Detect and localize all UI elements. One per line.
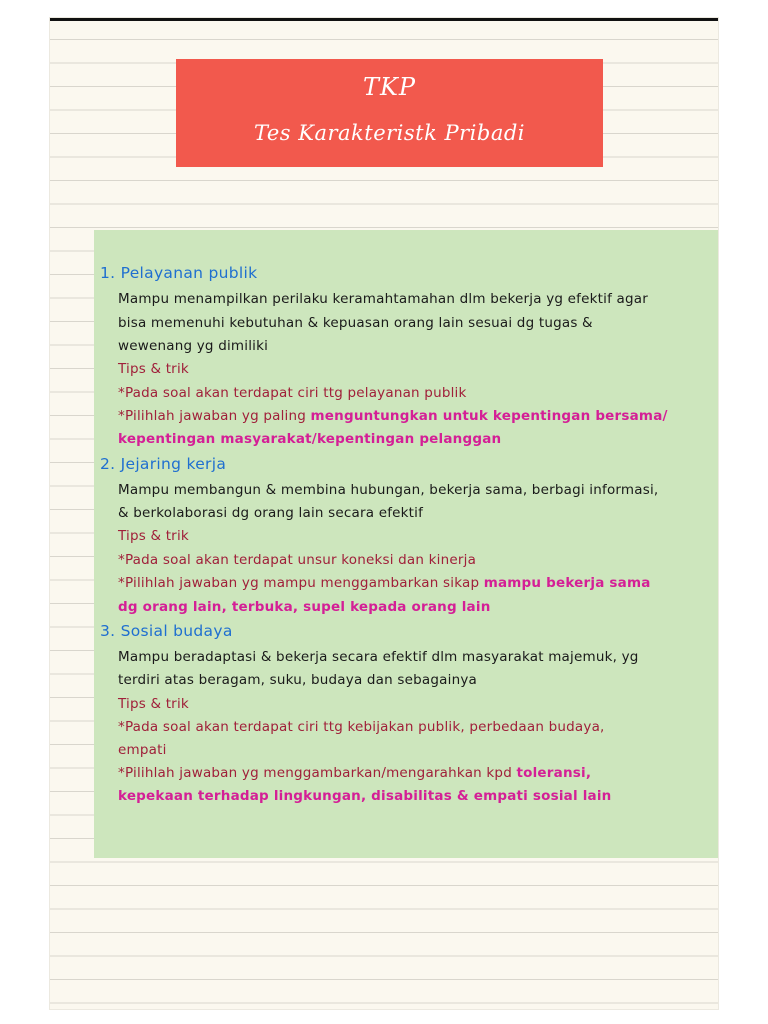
title-subtitle: Tes Karakteristk Pribadi [254,121,525,145]
title-main: TKP [362,73,417,101]
section-desc-line: Mampu menampilkan perilaku keramahtamahan dlm bekerja yg efektif agar [118,291,648,307]
section-heading-pelayanan-publik: 1. Pelayanan publik [100,264,258,282]
tips-label: Tips & trik [118,528,189,544]
section-desc-line: bisa memenuhi kebutuhan & kepuasan orang lain sesuai dg tugas & [118,315,593,331]
tip-highlight: kepekaan terhadap lingkungan, disabilitas & empati sosial lain [118,788,612,804]
title-banner [176,59,603,167]
tip-line: *Pada soal akan terdapat ciri ttg kebijakan publik, perbedaan budaya, [118,719,605,735]
tip-line [118,575,718,591]
tip-highlight: dg orang lain, terbuka, supel kepada orang lain [118,599,491,615]
tip-line: *Pada soal akan terdapat unsur koneksi dan kinerja [118,552,477,568]
section-desc-line: Mampu membangun & membina hubungan, bekerja sama, berbagi informasi, [118,482,659,498]
section-desc-line: & berkolaborasi dg orang lain secara efektif [118,505,424,521]
tip-line [118,408,718,424]
tips-label: Tips & trik [118,361,189,377]
tip-line: *Pada soal akan terdapat ciri ttg pelayanan publik [118,385,467,401]
tip-line: empati [118,742,167,758]
tip-highlight: menguntungkan untuk kepentingan bersama/ [310,408,668,424]
tip-text: *Pilihlah jawaban yg paling [118,408,311,424]
section-desc-line: Mampu beradaptasi & bekerja secara efektif dlm masyarakat majemuk, yg [118,649,639,665]
section-desc-line: terdiri atas beragam, suku, budaya dan sebagainya [118,672,477,688]
tip-highlight: mampu bekerja sama [483,575,651,591]
tip-highlight: kepentingan masyarakat/kepentingan pelanggan [118,431,502,447]
section-heading-jejaring-kerja: 2. Jejaring kerja [100,455,227,473]
section-heading-sosial-budaya: 3. Sosial budaya [100,622,233,640]
tips-label: Tips & trik [118,696,189,712]
section-desc-line: wewenang yg dimiliki [118,338,269,354]
tip-highlight: toleransi, [516,765,592,781]
tip-line [118,765,718,781]
tip-text: *Pilihlah jawaban yg menggambarkan/mengarahkan kpd [118,765,517,781]
content-panel [94,230,718,858]
notebook-page [50,18,718,1009]
tip-text: *Pilihlah jawaban yg mampu menggambarkan sikap [118,575,484,591]
